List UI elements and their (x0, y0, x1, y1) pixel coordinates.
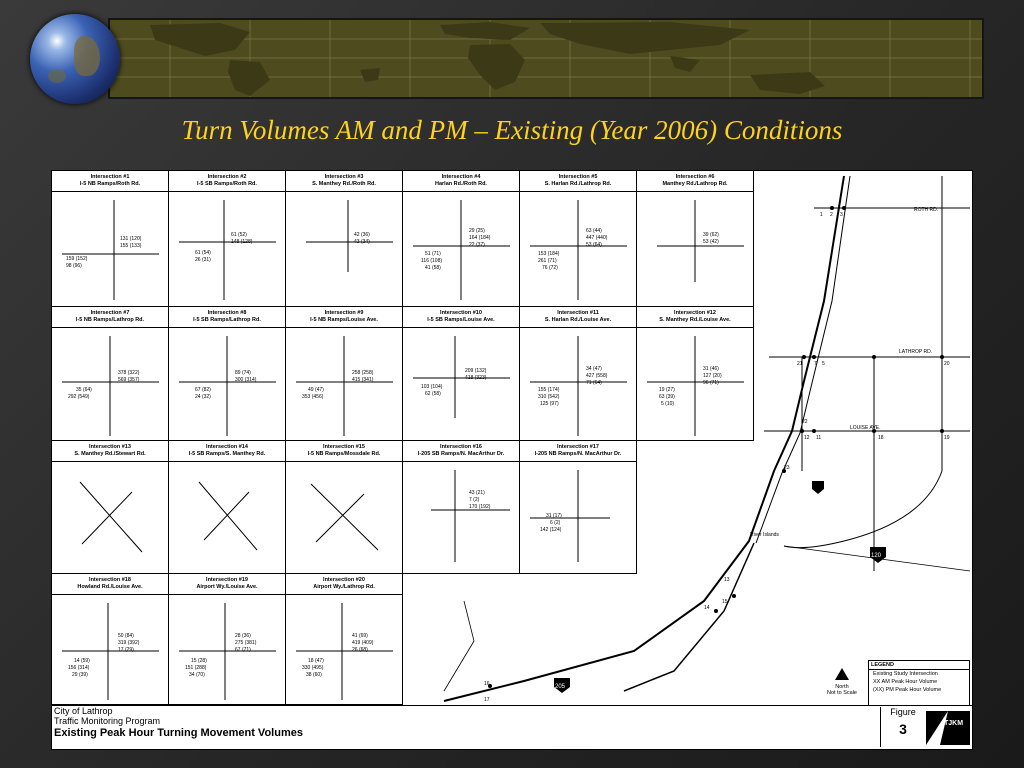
volume-label: 39 (62) (703, 232, 719, 238)
volume-label: 76 (72) (542, 265, 558, 271)
legend-item: XX AM Peak Hour Volume (873, 679, 938, 685)
figure-number-box (880, 707, 925, 747)
volume-label: 155 (133) (120, 243, 142, 249)
volume-label: 415 (341) (352, 377, 374, 383)
volume-label: 61 (52) (231, 232, 247, 238)
volume-label: 15 (28) (191, 658, 207, 664)
intersection-diagram (286, 192, 403, 306)
node-number: 5 (822, 361, 825, 367)
intersection-cell-1 (52, 171, 169, 307)
volume-label: 24 (32) (195, 394, 211, 400)
intersection-header: Intersection #12 S. Manthey Rd./Louise Ave. (637, 307, 753, 328)
intersection-cell-20 (286, 574, 403, 705)
volume-label: 31 (17) (546, 513, 562, 519)
legend (868, 660, 970, 706)
intersection-diagram (286, 328, 403, 440)
node-number: 23 (784, 465, 790, 471)
volume-label: 153 (184) (538, 251, 560, 257)
intersection-diagram (169, 328, 286, 440)
node-number: 14 (704, 605, 710, 611)
road-label: ROTH RD. (914, 207, 939, 213)
intersection-cell-3 (286, 171, 403, 307)
intersection-header: Intersection #19 Airport Wy./Louise Ave. (169, 574, 285, 595)
figure-footer (52, 705, 972, 750)
intersection-diagram (169, 192, 286, 306)
intersection-header: Intersection #5 S. Harlan Rd./Lathrop Rd. (520, 171, 636, 192)
volume-label: 300 (314) (235, 377, 257, 383)
footer-program: Traffic Monitoring Program (54, 716, 161, 726)
volume-label: 89 (74) (235, 370, 251, 376)
node-number: 16 (484, 681, 490, 687)
scale-label: Not to Scale (827, 690, 857, 696)
intersection-header: Intersection #6 Manthey Rd./Lathrop Rd. (637, 171, 753, 192)
volume-label: 96 (71) (703, 380, 719, 386)
volume-label: 63 (39) (659, 394, 675, 400)
volume-label: 330 (495) (302, 665, 324, 671)
volume-label: 258 (258) (352, 370, 374, 376)
node-number: 15 (722, 599, 728, 605)
volume-label: 61 (54) (195, 250, 211, 256)
shield-label: 205 (555, 684, 566, 690)
volume-label: 98 (96) (66, 263, 82, 269)
tjkm-logo (926, 711, 970, 745)
volume-label: 28 (36) (235, 633, 251, 639)
slide-title: Turn Volumes AM and PM – Existing (Year 2006) Conditions (181, 115, 843, 145)
volume-label: 29 (25) (469, 228, 485, 234)
volume-label: 292 (549) (68, 394, 90, 400)
volume-label: 67 (71) (235, 647, 251, 653)
intersection-cell-18 (52, 574, 169, 705)
globe-land (74, 36, 100, 76)
intersection-cell-8 (169, 307, 286, 441)
volume-label: 447 (440) (586, 235, 608, 241)
intersection-header: Intersection #18 Howland Rd./Louise Ave. (52, 574, 168, 595)
intersection-header: Intersection #1 I-5 NB Ramps/Roth Rd. (52, 171, 168, 192)
volume-label: 26 (31) (195, 257, 211, 263)
intersection-header: Intersection #8 I-5 SB Ramps/Lathrop Rd. (169, 307, 285, 328)
intersection-header: Intersection #7 I-5 NB Ramps/Lathrop Rd. (52, 307, 168, 328)
intersection-header: Intersection #17 I-205 NB Ramps/N. MacArthur Dr. (520, 441, 636, 462)
intersection-header: Intersection #4 Harlan Rd./Roth Rd. (403, 171, 519, 192)
road-label: LATHROP RD. (899, 349, 933, 355)
turn-volume-figure (51, 170, 973, 750)
volume-label: 7 (2) (469, 497, 480, 503)
volume-label: 31 (46) (703, 366, 719, 372)
volume-label: 50 (84) (118, 633, 134, 639)
volume-label: 131 (120) (120, 236, 142, 242)
shield-label: 120 (871, 553, 882, 559)
volume-label: 19 (27) (659, 387, 675, 393)
intersection-header: Intersection #10 I-5 SB Ramps/Louise Ave. (403, 307, 519, 328)
volume-label: 319 (392) (118, 640, 140, 646)
node-number: 19 (944, 435, 950, 441)
volume-label: 42 (36) (354, 232, 370, 238)
volume-label: 103 (104) (421, 384, 443, 390)
volume-label: 22 (37) (469, 242, 485, 248)
study-area-map (404, 171, 972, 705)
volume-label: 127 (20) (703, 373, 722, 379)
volume-label: 378 (322) (118, 370, 140, 376)
volume-label: 5 (10) (661, 401, 675, 407)
globe-land (48, 69, 66, 83)
intersection-header: Intersection #20 Airport Wy./Lathrop Rd. (286, 574, 402, 595)
node-number: 2 (830, 212, 833, 218)
intersection-diagram (52, 328, 169, 440)
north-arrow (817, 664, 867, 704)
volume-label: 53 (42) (703, 239, 719, 245)
intersection-diagram (169, 595, 286, 704)
volume-label: 51 (71) (425, 251, 441, 257)
volume-label: 151 (288) (185, 665, 207, 671)
intersection-cell-14 (169, 441, 286, 574)
intersection-cell-19 (169, 574, 286, 705)
node-number: 22 (802, 419, 808, 425)
intersection-diagram (52, 462, 169, 573)
intersection-diagram (286, 595, 403, 704)
volume-label: 569 (357) (118, 377, 140, 383)
volume-label: 53 (64) (586, 242, 602, 248)
volume-label: 125 (97) (540, 401, 559, 407)
world-map-banner (108, 18, 984, 99)
volume-label: 148 (128) (231, 239, 253, 245)
north-arrow-icon (833, 664, 851, 682)
volume-label: 71 (64) (586, 380, 602, 386)
intersection-cell-9 (286, 307, 403, 441)
intersection-cell-2 (169, 171, 286, 307)
intersection-diagram (52, 192, 169, 306)
volume-label: 310 (542) (538, 394, 560, 400)
volume-label: 275 (381) (235, 640, 257, 646)
place-label: River Islands (750, 532, 779, 538)
node-number: 12 (804, 435, 810, 441)
road-label: LOUISE AVE. (850, 425, 881, 431)
volume-label: 14 (59) (74, 658, 90, 664)
intersection-header: Intersection #11 S. Harlan Rd./Louise Ave. (520, 307, 636, 328)
intersection-header: Intersection #3 S. Manthey Rd./Roth Rd. (286, 171, 402, 192)
volume-label: 41 (58) (425, 265, 441, 271)
legend-title: LEGEND (869, 661, 969, 670)
node-number: 20 (944, 361, 950, 367)
footer-figure-title: Existing Peak Hour Turning Movement Volumes (54, 727, 303, 739)
volume-label: 142 (124) (540, 527, 562, 533)
volume-label: 418 (323) (465, 375, 487, 381)
volume-label: 41 (69) (352, 633, 368, 639)
volume-label: 419 (409) (352, 640, 374, 646)
node-number: 18 (878, 435, 884, 441)
route-5-shield (812, 481, 824, 494)
footer-city: City of Lathrop (54, 706, 113, 716)
volume-label: 164 (184) (469, 235, 491, 241)
volume-label: 63 (44) (586, 228, 602, 234)
volume-label: 35 (64) (76, 387, 92, 393)
intersection-header: Intersection #14 I-5 SB Ramps/S. Manthey Rd. (169, 441, 285, 462)
volume-label: 38 (60) (306, 672, 322, 678)
volume-label: 43 (21) (469, 490, 485, 496)
volume-label: 170 (192) (469, 504, 491, 510)
svg-text:TJKM: TJKM (944, 720, 964, 727)
intersection-cell-15 (286, 441, 403, 574)
volume-label: 6 (2) (550, 520, 561, 526)
node-number: 3 (840, 212, 843, 218)
volume-label: 17 (29) (118, 647, 134, 653)
north-label: North (835, 684, 849, 690)
node-number: 13 (724, 577, 730, 583)
intersection-cell-7 (52, 307, 169, 441)
globe-logo (30, 14, 120, 104)
route-205-shield (554, 678, 570, 693)
volume-label: 155 (174) (538, 387, 560, 393)
volume-label: 159 (152) (66, 256, 88, 262)
intersection-diagram (52, 595, 169, 704)
intersection-diagram (169, 462, 286, 573)
route-120-shield (870, 547, 886, 563)
volume-label: 353 (456) (302, 394, 324, 400)
figure-label: Figure (890, 707, 916, 717)
intersection-diagram (286, 462, 403, 573)
volume-label: 156 (314) (68, 665, 90, 671)
volume-label: 26 (68) (352, 647, 368, 653)
node-number: 17 (484, 697, 490, 703)
intersection-header: Intersection #13 S. Manthey Rd./Stewart Rd. (52, 441, 168, 462)
volume-label: 43 (34) (354, 239, 370, 245)
legend-item: (XX) PM Peak Hour Volume (873, 687, 942, 693)
volume-label: 62 (58) (425, 391, 441, 397)
intersection-header: Intersection #9 I-5 NB Ramps/Louise Ave. (286, 307, 402, 328)
volume-label: 116 (108) (421, 258, 443, 264)
figure-number: 3 (899, 721, 907, 737)
volume-label: 427 (558) (586, 373, 608, 379)
intersection-cell-13 (52, 441, 169, 574)
node-number: 7 (814, 361, 817, 367)
volume-label: 18 (47) (308, 658, 324, 664)
volume-label: 34 (47) (586, 366, 602, 372)
node-number: 1 (820, 212, 823, 218)
volume-label: 261 (71) (538, 258, 557, 264)
intersection-header: Intersection #2 I-5 SB Ramps/Roth Rd. (169, 171, 285, 192)
node-number: 11 (816, 435, 822, 441)
volume-label: 209 (132) (465, 368, 487, 374)
legend-item: Existing Study Intersection (873, 671, 938, 677)
intersection-header: Intersection #15 I-5 NB Ramps/Mossdale Rd. (286, 441, 402, 462)
intersection-header: Intersection #16 I-205 SB Ramps/N. MacArthur Dr. (403, 441, 519, 462)
volume-label: 29 (39) (72, 672, 88, 678)
node-number: 21 (797, 361, 803, 367)
volume-label: 49 (47) (308, 387, 324, 393)
volume-label: 34 (70) (189, 672, 205, 678)
volume-label: 67 (82) (195, 387, 211, 393)
